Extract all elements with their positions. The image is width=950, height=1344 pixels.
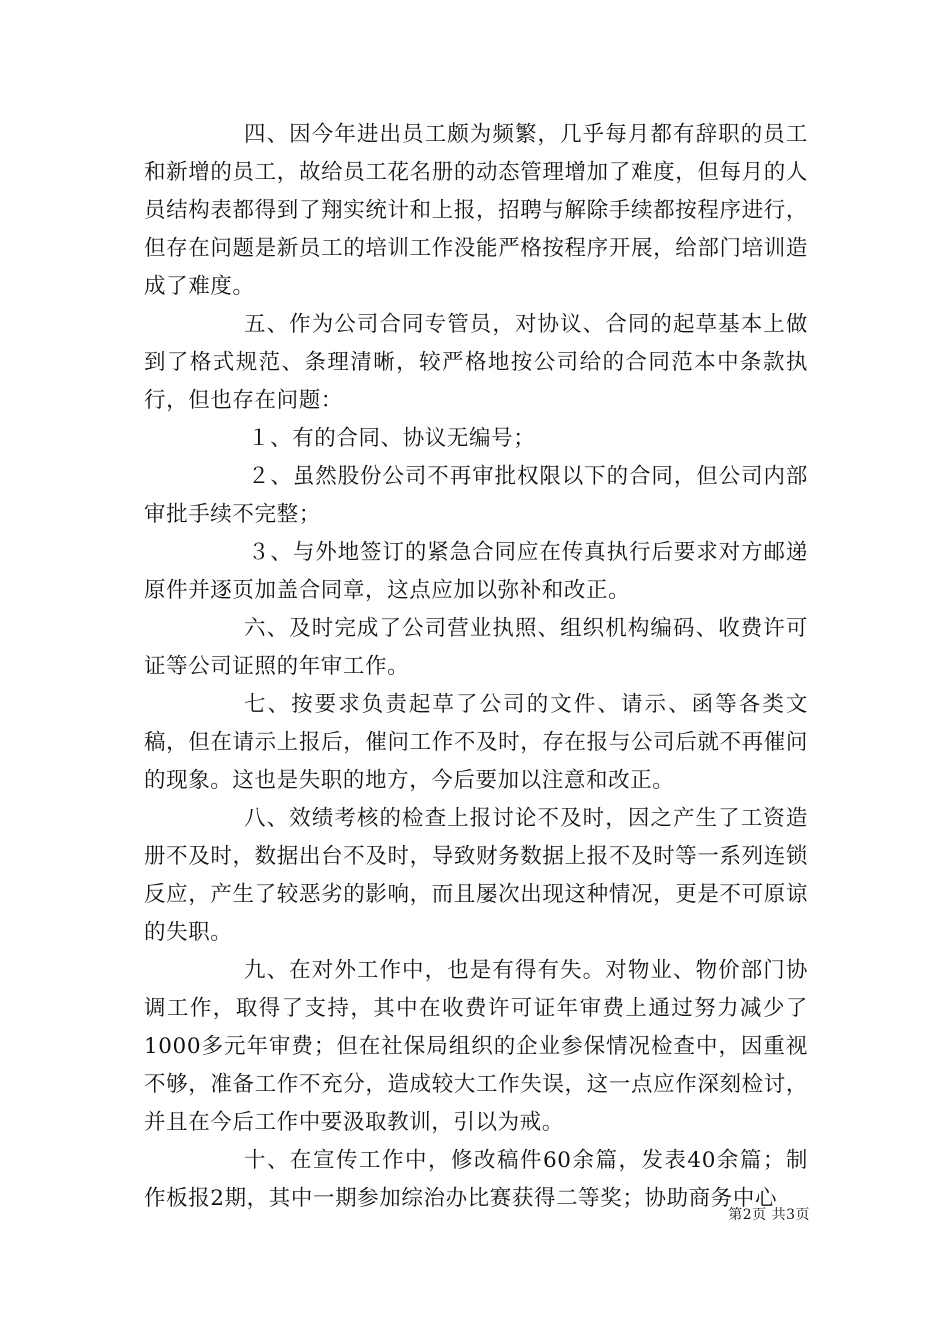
page-number: 第2页 共3页 — [728, 1207, 810, 1223]
paragraph-10: 十、在宣传工作中，修改稿件60余篇，发表40余篇；制作板报2期，其中一期参加综治办比赛获得二等奖；协助商务中心 — [144, 1148, 808, 1211]
list-item-2: ２、虽然股份公司不再审批权限以下的合同，但公司内部审批手续不完整； — [144, 464, 808, 527]
paragraph-8: 八、效绩考核的检查上报讨论不及时，因之产生了工资造册不及时，数据出台不及时，导致财务数据上报不及时等一系列连锁反应，产生了较恶劣的影响，而且屡次出现这种情况，更是不可原谅的失职。 — [144, 806, 808, 945]
document-body — [144, 116, 808, 1218]
list-item-1: １、有的合同、协议无编号； — [248, 426, 536, 451]
list-item-3: ３、与外地签订的紧急合同应在传真执行后要求对方邮递原件并逐页加盖合同章，这点应加以弥补和改正。 — [144, 540, 808, 603]
paragraph-9: 九、在对外工作中，也是有得有失。对物业、物价部门协调工作，取得了支持，其中在收费许可证年审费上通过努力减少了1000多元年审费；但在社保局组织的企业参保情况检查中，因重视不够，准备工作不充分，造成较大工作失误，这一点应作深刻检讨，并且在今后工作中要汲取教训，引以为戒。 — [144, 958, 808, 1135]
paragraph-7: 七、按要求负责起草了公司的文件、请示、函等各类文稿，但在请示上报后，催问工作不及时，存在报与公司后就不再催问的现象。这也是失职的地方，今后要加以注意和改正。 — [144, 692, 808, 793]
paragraph-5: 五、作为公司合同专管员，对协议、合同的起草基本上做到了格式规范、条理清晰，较严格地按公司给的合同范本中条款执行，但也存在问题： — [144, 312, 808, 413]
paragraph-4: 四、因今年进出员工颇为频繁，几乎每月都有辞职的员工和新增的员工，故给员工花名册的动态管理增加了难度，但每月的人员结构表都得到了翔实统计和上报，招聘与解除手续都按程序进行，但存在问题是新员工的培训工作没能严格按程序开展，给部门培训造成了难度。 — [144, 122, 808, 299]
paragraph-6: 六、及时完成了公司营业执照、组织机构编码、收费许可证等公司证照的年审工作。 — [144, 616, 808, 679]
